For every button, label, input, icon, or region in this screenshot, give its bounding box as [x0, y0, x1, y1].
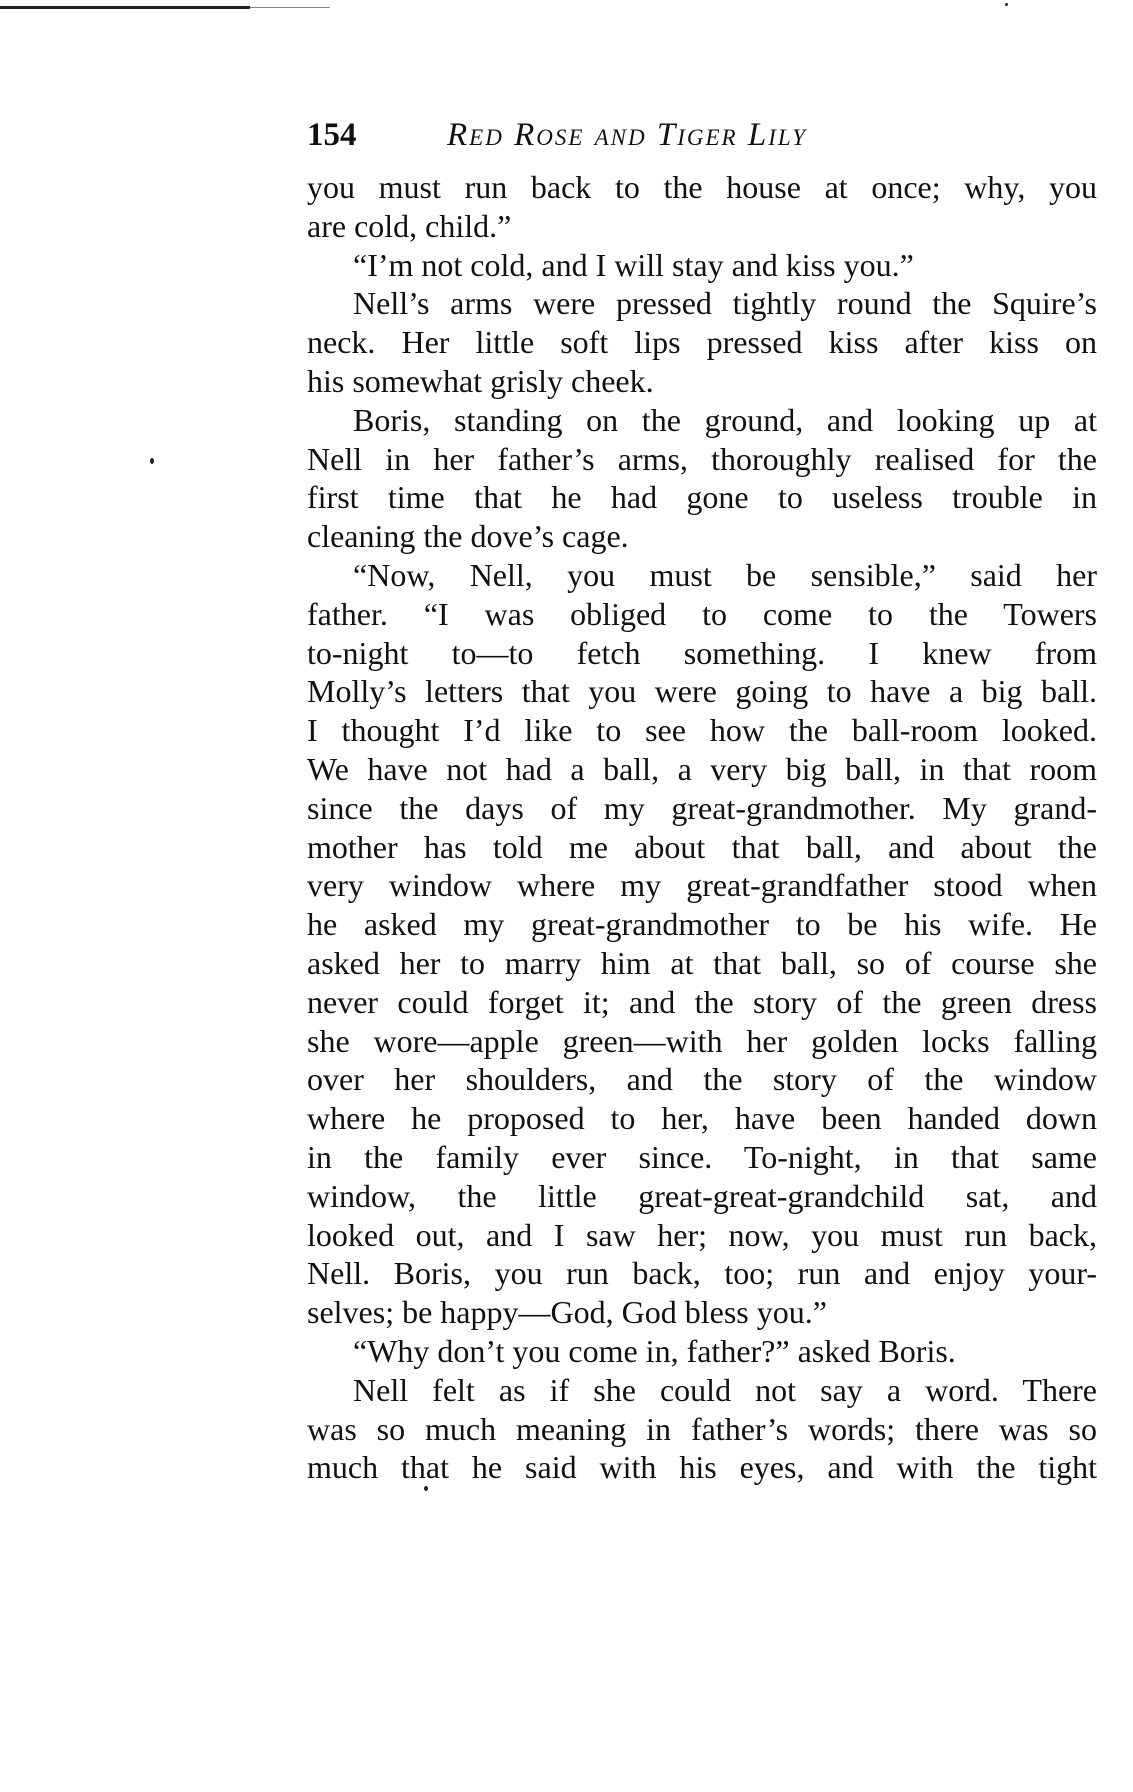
text-line: Molly’s letters that you were going to have a big ball. [307, 673, 1097, 710]
text-line: in the family ever since. To-night, in that same [307, 1138, 1097, 1175]
scan-top-rule-fade [250, 7, 330, 8]
text-line: his somewhat grisly cheek. [307, 362, 654, 399]
text-line: to-night to—to fetch something. I knew from [307, 634, 1097, 671]
scan-top-rule [0, 6, 250, 9]
text-line: neck. Her little soft lips pressed kiss after kiss on [307, 324, 1097, 361]
text-line: window, the little great-great-grandchild sat, and [307, 1177, 1097, 1214]
text-line: very window where my great-grandfather stood when [307, 867, 1097, 904]
book-page [307, 112, 1097, 1487]
body-text [307, 168, 1097, 1487]
text-line: We have not had a ball, a very big ball, in that room [307, 750, 1097, 787]
text-line: where he proposed to her, have been handed down [307, 1100, 1097, 1137]
text-line: much that he said with his eyes, and with the tight [307, 1449, 1097, 1486]
running-title: Red Rose and Tiger Lily [447, 117, 807, 153]
text-line: Boris, standing on the ground, and looking up at [353, 401, 1097, 438]
text-line: Nell. Boris, you run back, too; run and enjoy your- [307, 1255, 1097, 1292]
text-line: asked her to marry him at that ball, so of course she [307, 944, 1097, 981]
running-head [307, 112, 1097, 158]
text-line: “I’m not cold, and I will stay and kiss you.” [353, 246, 914, 283]
text-line: Nell felt as if she could not say a word. There [353, 1371, 1097, 1408]
text-line: “Why don’t you come in, father?” asked Boris. [353, 1332, 956, 1369]
scan-speck [150, 458, 154, 464]
text-line: never could forget it; and the story of the green dress [307, 983, 1097, 1020]
text-line: Nell’s arms were pressed tightly round the Squire’s [353, 285, 1097, 322]
text-line: selves; be happy—God, God bless you.” [307, 1294, 827, 1331]
text-line: over her shoulders, and the story of the window [307, 1061, 1097, 1098]
text-line: father. “I was obliged to come to the Towers [307, 595, 1097, 632]
text-line: first time that he had gone to useless trouble in [307, 479, 1097, 516]
text-line: he asked my great-grandmother to be his wife. He [307, 906, 1097, 943]
text-line: mother has told me about that ball, and about the [307, 828, 1097, 865]
text-line: you must run back to the house at once; why, you [307, 169, 1097, 205]
text-line: I thought I’d like to see how the ball-room looked. [307, 712, 1097, 749]
text-line: “Now, Nell, you must be sensible,” said her [353, 556, 1097, 593]
page-number: 154 [307, 117, 357, 153]
text-line: since the days of my great-grandmother. My grand- [307, 789, 1097, 826]
text-line: cleaning the dove’s cage. [307, 518, 629, 555]
text-line: Nell in her father’s arms, thoroughly realised for the [307, 440, 1097, 477]
text-line: looked out, and I saw her; now, you must run back, [307, 1216, 1097, 1253]
text-line: are cold, child.” [307, 207, 512, 244]
text-line: was so much meaning in father’s words; there was so [307, 1410, 1097, 1447]
scan-speck [1005, 3, 1008, 6]
text-line: she wore—apple green—with her golden locks falling [307, 1022, 1097, 1059]
